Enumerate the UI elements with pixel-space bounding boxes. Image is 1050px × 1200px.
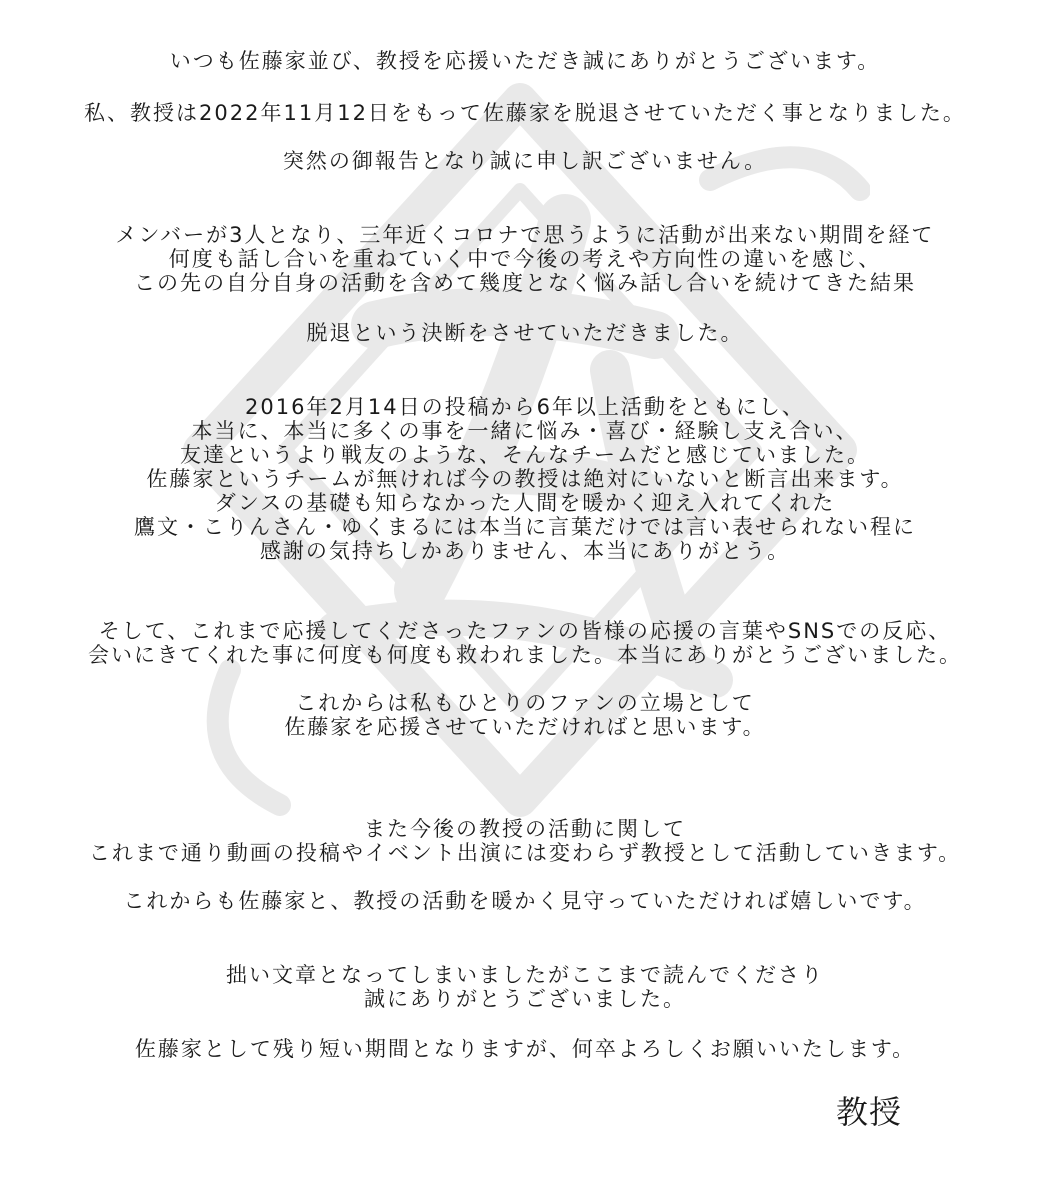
- history-line-3: 友達というより戦友のような、そんなチームだと感じていました。: [180, 443, 870, 467]
- signature: 教授: [836, 1093, 903, 1131]
- decision-line: 脱退という決断をさせていただきました。: [306, 321, 744, 345]
- announcement-line: 私、教授は2022年11月12日をもって佐藤家を脱退させていただく事となりました。: [84, 101, 966, 125]
- reason-line-1: メンバーが3人となり、三年近くコロナで思うように活動が出来ない期間を経て: [115, 223, 935, 247]
- fans-thanks-line-2: 会いにきてくれた事に何度も何度も救われました。本当にありがとうございました。: [88, 643, 962, 667]
- history-line-2: 本当に、本当に多くの事を一緒に悩み・喜び・経験し支え合い、: [191, 419, 859, 443]
- greeting-line: いつも佐藤家並び、教授を応援いただき誠にありがとうございます。: [169, 49, 881, 73]
- closing-line-3: 佐藤家として残り短い期間となりますが、何卒よろしくお願いいたします。: [134, 1037, 916, 1061]
- history-line-6: 鷹文・こりんさん・ゆくまるには本当に言葉だけでは言い表せられない程に: [134, 515, 916, 539]
- history-line-7: 感謝の気持ちしかありません、本当にありがとう。: [259, 539, 791, 563]
- fans-thanks-line-1: そして、これまで応援してくださったファンの皆様の応援の言葉やSNSでの反応、: [98, 619, 952, 643]
- future-support-line-2: 佐藤家を応援させていただければと思います。: [284, 715, 766, 739]
- history-line-1: 2016年2月14日の投稿から6年以上活動をともにし、: [245, 395, 805, 419]
- history-line-5: ダンスの基礎も知らなかった人間を暖かく迎え入れてくれた: [214, 491, 836, 515]
- future-support-line-1: これからは私もひとりのファンの立場として: [295, 691, 755, 715]
- reason-line-3: この先の自分自身の活動を含めて幾度となく悩み話し合いを続けてきた結果: [134, 271, 916, 295]
- closing-line-1: 拙い文章となってしまいましたがここまで読んでくださり: [226, 963, 824, 987]
- activity-line-1: また今後の教授の活動に関して: [364, 817, 686, 841]
- reason-line-2: 何度も話し合いを重ねていく中で今後の考えや方向性の違いを感じ、: [168, 247, 882, 271]
- history-line-4: 佐藤家というチームが無ければ今の教授は絶対にいないと断言出来ます。: [146, 467, 904, 491]
- activity-line-3: これからも佐藤家と、教授の活動を暖かく見守っていただければ嬉しいです。: [123, 889, 927, 913]
- activity-line-2: これまで通り動画の投稿やイベント出演には変わらず教授として活動していきます。: [88, 841, 962, 865]
- closing-line-2: 誠にありがとうございました。: [364, 987, 686, 1011]
- apology-line: 突然の御報告となり誠に申し訳ございません。: [282, 149, 768, 173]
